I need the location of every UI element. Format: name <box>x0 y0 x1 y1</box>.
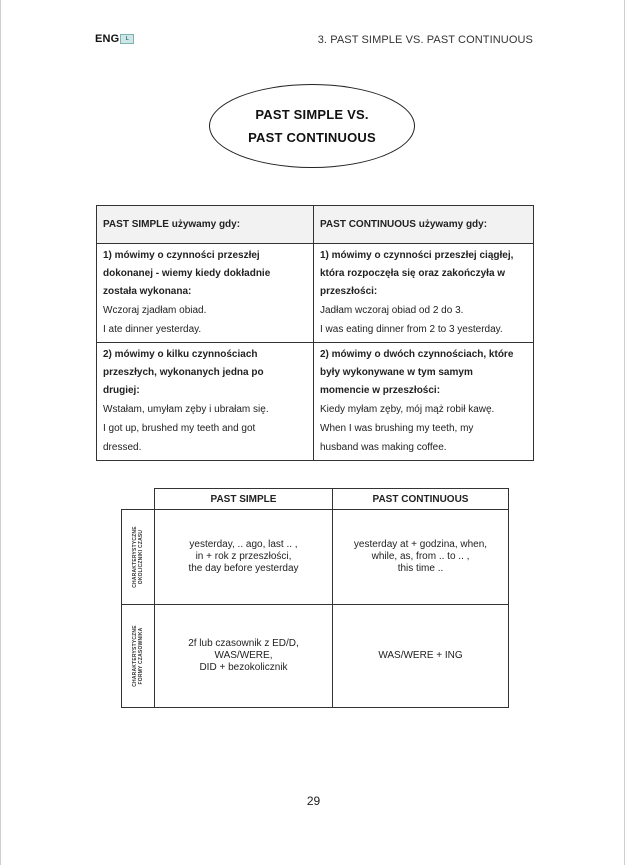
usage-table <box>96 205 534 461</box>
example-line: Wczoraj zjadłam obiad. <box>103 305 207 316</box>
example-line: I ate dinner yesterday. <box>103 324 202 335</box>
side-label-line: CHARAKTERYSTYCZNE <box>132 526 138 588</box>
side-label-cell <box>122 510 155 605</box>
rule-line: która rozpoczęła się oraz zakończyła w <box>320 268 506 279</box>
example-line: I got up, brushed my teeth and got <box>103 423 256 434</box>
usage-header-past-simple: PAST SIMPLE używamy gdy: <box>97 206 314 244</box>
usage-table-header-row <box>97 206 534 244</box>
usage-row-1 <box>97 244 534 343</box>
rule-line: została wykonana: <box>103 286 192 297</box>
usage-cell-ps-2 <box>97 343 314 461</box>
page-number: 29 <box>306 794 321 808</box>
cell-line: the day before yesterday <box>188 563 299 574</box>
brand-logo <box>95 33 134 45</box>
char-row-verb-forms <box>122 605 509 708</box>
char-cell-pc-time <box>333 510 509 605</box>
rule-line: 1) mówimy o czynności przeszłej <box>103 250 260 261</box>
running-head: 3. PAST SIMPLE VS. PAST CONTINUOUS <box>317 34 533 46</box>
char-cell-ps-form <box>155 605 333 708</box>
char-row-time-expressions <box>122 510 509 605</box>
char-cell-pc-form <box>333 605 509 708</box>
rule-line: 2) mówimy o dwóch czynnościach, które <box>320 349 514 360</box>
example-line: When I was brushing my teeth, my <box>320 423 474 434</box>
char-header-past-simple: PAST SIMPLE <box>155 489 333 510</box>
logo-text: ENG <box>95 33 120 45</box>
side-label <box>132 625 144 687</box>
char-header-blank <box>122 489 155 510</box>
side-label <box>132 526 144 588</box>
char-table-header-row <box>122 489 509 510</box>
example-line: dressed. <box>103 442 142 453</box>
rule-line: drugiej: <box>103 385 140 396</box>
rule-line: 1) mówimy o czynności przeszłej ciągłej, <box>320 250 514 261</box>
cell-line: 2f lub czasownik z ED/D, <box>188 638 299 649</box>
rule-line: przeszłych, wykonanych jedna po <box>103 367 264 378</box>
cell-line: yesterday at + godzina, when, <box>353 539 488 550</box>
usage-row-2 <box>97 343 534 461</box>
title-oval <box>209 84 415 168</box>
example-line: Jadłam wczoraj obiad od 2 do 3. <box>320 305 464 316</box>
rule-line: 2) mówimy o kilku czynnościach <box>103 349 258 360</box>
char-header-past-continuous: PAST CONTINUOUS <box>333 489 509 510</box>
rule-line: dokonanej - wiemy kiedy dokładnie <box>103 268 271 279</box>
title-line-2: PAST CONTINUOUS <box>248 130 376 145</box>
rule-line: momencie w przeszłości: <box>320 385 441 396</box>
example-line: Kiedy myłam zęby, mój mąż robił kawę. <box>320 404 495 415</box>
example-line: I was eating dinner from 2 to 3 yesterday. <box>320 324 503 335</box>
title-line-1: PAST SIMPLE VS. <box>255 107 369 122</box>
cell-line: while, as, from .. to .. , <box>371 551 470 562</box>
rule-line: przeszłości: <box>320 286 378 297</box>
usage-cell-ps-1 <box>97 244 314 343</box>
side-label-cell <box>122 605 155 708</box>
side-label-line: CHARAKTERYSTYCZNE <box>132 625 138 687</box>
side-label-line: OKOLICZNIKI CZASU <box>138 529 144 585</box>
cell-line: yesterday, .. ago, last .. , <box>189 539 298 550</box>
logo-mark-icon: L <box>120 34 134 44</box>
example-line: Wstałam, umyłam zęby i ubrałam się. <box>103 404 269 415</box>
characteristics-table <box>121 488 509 708</box>
usage-cell-pc-2 <box>314 343 534 461</box>
usage-header-past-continuous: PAST CONTINUOUS używamy gdy: <box>314 206 534 244</box>
usage-cell-pc-1 <box>314 244 534 343</box>
cell-line: this time .. <box>397 563 444 574</box>
side-label-line: FORMY CZASOWNIKA <box>138 627 144 685</box>
cell-line: WAS/WERE, <box>214 650 273 661</box>
cell-line: WAS/WERE + ING <box>378 650 463 661</box>
cell-line: in + rok z przeszłości, <box>195 551 292 562</box>
example-line: husband was making coffee. <box>320 442 447 453</box>
char-cell-ps-time <box>155 510 333 605</box>
cell-line: DID + bezokolicznik <box>199 662 288 673</box>
rule-line: były wykonywane w tym samym <box>320 367 473 378</box>
